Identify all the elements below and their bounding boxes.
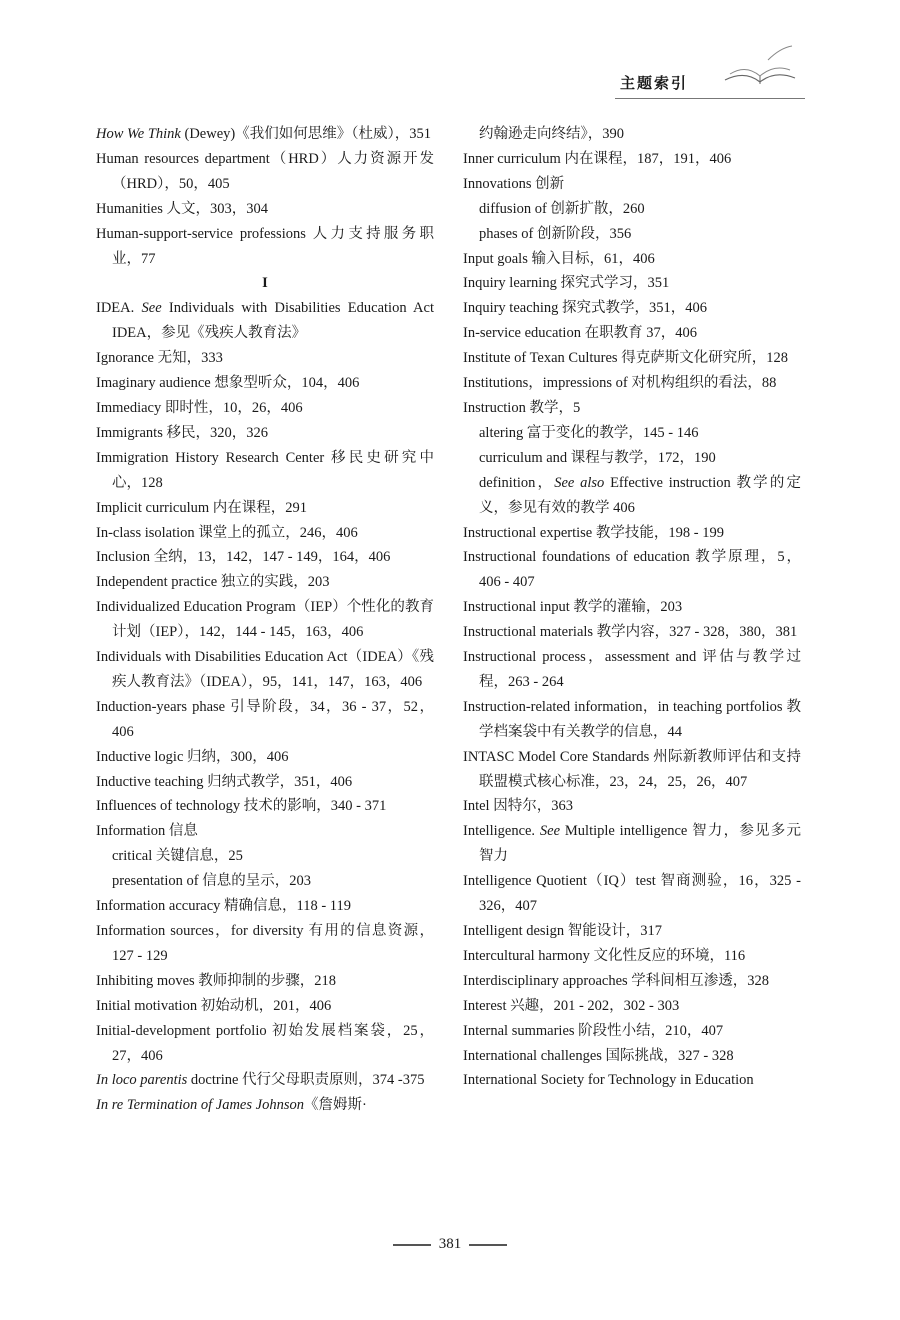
entry-text: (Dewey)《我们如何思维》（杜威），351 bbox=[180, 126, 431, 142]
entry-text: Institutions，impressions of 对机构组织的看法，88 bbox=[463, 375, 777, 392]
entry-text: Inquiry teaching 探究式教学，351，406 bbox=[463, 300, 708, 317]
entry-text: International Society for Technology in Education bbox=[463, 1072, 754, 1089]
entry-text: Human-support-service professions 人力支持服务职业，77 bbox=[96, 225, 434, 267]
entry-text: Immigrants 移民，320，326 bbox=[96, 424, 268, 441]
entry-text: Information sources，for diversity 有用的信息资源，127 - 129 bbox=[96, 923, 434, 964]
entry-text: Interest 兴趣，201 - 202，302 - 303 bbox=[463, 997, 680, 1014]
entry-text: Instructional process，assessment and 评估与教学过程，263 - 264 bbox=[463, 649, 801, 690]
entry-text: Information 信息 bbox=[96, 823, 198, 840]
entry-text: Instructional foundations of education 教学原理，5，406 - 407 bbox=[463, 549, 801, 591]
entry-text: Inductive logic 归纳，300，406 bbox=[96, 748, 289, 765]
section-letter: I bbox=[262, 275, 268, 292]
entry-text: Induction-years phase 引导阶段，34，36 - 37，52，406 bbox=[96, 698, 434, 740]
footer-dash-left bbox=[393, 1244, 431, 1246]
index-entry bbox=[96, 695, 434, 745]
index-subentry bbox=[463, 421, 801, 446]
index-entry bbox=[463, 396, 801, 421]
index-entry bbox=[96, 645, 434, 695]
index-entry bbox=[463, 794, 801, 819]
index-entry bbox=[96, 545, 434, 570]
index-entry bbox=[96, 147, 434, 197]
entry-text: Individuals with Disabilities Education Act IDEA，参见《残疾人教育法》 bbox=[112, 300, 434, 342]
entry-text: See bbox=[539, 823, 561, 840]
entry-text: Instructional expertise 教学技能，198 - 199 bbox=[463, 524, 724, 541]
entry-text: Innovations 创新 bbox=[463, 175, 565, 192]
entry-text: Imaginary audience 想象型听众，104，406 bbox=[96, 375, 360, 392]
entry-text: Intelligent design 智能设计，317 bbox=[463, 923, 662, 939]
entry-text: In-service education 在职教育 37，406 bbox=[463, 325, 697, 342]
entry-text: See bbox=[141, 300, 162, 317]
index-entry bbox=[463, 745, 801, 795]
entry-text: critical 关键信息，25 bbox=[112, 848, 243, 865]
index-subentry bbox=[463, 446, 801, 471]
entry-text: Multiple intelligence 智力，参见多元智力 bbox=[479, 823, 801, 865]
entry-text: Inner curriculum 内在课程，187，191，406 bbox=[463, 150, 732, 167]
index-entry bbox=[463, 521, 801, 546]
entry-text: Inclusion 全纳，13，142，147 - 149，164，406 bbox=[96, 549, 391, 566]
index-entry bbox=[463, 1019, 801, 1044]
index-entry bbox=[96, 745, 434, 770]
index-entry bbox=[96, 919, 434, 969]
entry-text: 《詹姆斯· bbox=[303, 1097, 367, 1114]
entry-text: Intel 因特尔，363 bbox=[463, 798, 573, 815]
entry-text: Intelligence Quotient（IQ）test 智商测验，16，325 - 326，407 bbox=[463, 873, 801, 915]
entry-text: Instructional materials 教学内容，327 - 328，380，381 bbox=[463, 624, 798, 641]
entry-text: altering 富于变化的教学，145 - 146 bbox=[479, 424, 699, 441]
index-entry bbox=[96, 371, 434, 396]
index-entry bbox=[463, 321, 801, 346]
entry-text: Input goals 输入目标，61，406 bbox=[463, 250, 655, 267]
entry-text: Intercultural harmony 文化性反应的环境，116 bbox=[463, 947, 746, 964]
index-entry bbox=[96, 197, 434, 222]
entry-text: Human resources department（HRD）人力资源开发（HRD），50，405 bbox=[96, 150, 434, 192]
index-column-left bbox=[96, 122, 434, 1118]
index-entry bbox=[96, 1093, 434, 1118]
index-entry bbox=[96, 122, 434, 147]
entry-text: Implicit curriculum 内在课程，291 bbox=[96, 499, 308, 516]
page-footer bbox=[0, 1236, 900, 1253]
entry-text: Immigration History Research Center 移民史研究中心，128 bbox=[96, 449, 434, 491]
entry-text: INTASC Model Core Standards 州际新教师评估和支持联盟模式核心标准，23，24，25，26，407 bbox=[463, 748, 801, 790]
entry-text: definition， bbox=[479, 474, 555, 491]
entry-text: Initial motivation 初始动机，201，406 bbox=[96, 997, 332, 1014]
index-entry bbox=[96, 346, 434, 371]
entry-text: Initial-development portfolio 初始发展档案袋，25，27，406 bbox=[96, 1022, 434, 1064]
index-entry bbox=[96, 770, 434, 795]
entry-text: Inquiry learning 探究式学习，351 bbox=[463, 275, 670, 292]
entry-text: presentation of 信息的呈示，203 bbox=[112, 873, 311, 890]
entry-text: Inductive teaching 归纳式教学，351，406 bbox=[96, 773, 353, 790]
entry-text: In re Termination of James Johnson bbox=[96, 1097, 304, 1114]
entry-text: Intelligence. bbox=[463, 823, 540, 840]
index-subentry bbox=[463, 222, 801, 247]
index-entry bbox=[463, 1068, 801, 1093]
index-entry bbox=[96, 595, 434, 645]
index-entry bbox=[463, 819, 801, 869]
index-entry bbox=[96, 421, 434, 446]
index-column-right bbox=[463, 122, 801, 1093]
header-rule bbox=[615, 98, 805, 99]
index-subentry bbox=[463, 471, 801, 521]
index-entry bbox=[96, 446, 434, 496]
entry-text: phases of 创新阶段，356 bbox=[479, 225, 632, 242]
entry-text: diffusion of 创新扩散，260 bbox=[479, 200, 645, 217]
index-entry bbox=[96, 969, 434, 994]
entry-text: 约翰逊走向终结》，390 bbox=[479, 126, 624, 142]
index-entry bbox=[463, 122, 801, 147]
index-entry bbox=[463, 371, 801, 396]
index-entry bbox=[463, 620, 801, 645]
entry-text: How We Think bbox=[96, 126, 181, 142]
index-entry bbox=[96, 570, 434, 595]
index-entry bbox=[463, 695, 801, 745]
index-entry bbox=[96, 496, 434, 521]
entry-text: Information accuracy 精确信息，118 - 119 bbox=[96, 898, 352, 915]
entry-text: IDEA. bbox=[96, 300, 142, 317]
entry-text: Immediacy 即时性，10，26，406 bbox=[96, 399, 303, 416]
index-entry bbox=[96, 794, 434, 819]
index-entry bbox=[463, 869, 801, 919]
index-entry bbox=[463, 545, 801, 595]
entry-text: doctrine 代行父母职责原则，374 -375 bbox=[187, 1072, 425, 1089]
entry-text: Humanities 人文，303，304 bbox=[96, 200, 268, 217]
index-entry bbox=[463, 595, 801, 620]
index-entry bbox=[463, 994, 801, 1019]
index-entry bbox=[463, 1044, 801, 1069]
index-entry bbox=[463, 271, 801, 296]
index-entry bbox=[96, 396, 434, 421]
index-entry bbox=[96, 222, 434, 272]
entry-text: Individuals with Disabilities Education Act（IDEA）《残疾人教育法》（IDEA），95，141，147，163，406 bbox=[96, 649, 434, 690]
index-subentry bbox=[96, 869, 434, 894]
index-entry bbox=[463, 919, 801, 944]
index-entry bbox=[96, 894, 434, 919]
entry-text: Effective instruction 教学的定义，参见有效的教学 406 bbox=[479, 474, 801, 516]
index-entry bbox=[463, 296, 801, 321]
entry-text: See also bbox=[554, 474, 605, 491]
index-entry bbox=[96, 994, 434, 1019]
index-entry bbox=[96, 1019, 434, 1069]
entry-text: In loco parentis bbox=[96, 1072, 188, 1089]
page-number: 381 bbox=[438, 1236, 462, 1252]
open-book-icon bbox=[720, 40, 800, 95]
index-entry bbox=[463, 969, 801, 994]
index-entry bbox=[96, 1068, 434, 1093]
entry-text: Instruction 教学，5 bbox=[463, 399, 581, 416]
footer-dash-right bbox=[469, 1244, 507, 1246]
entry-text: Internal summaries 阶段性小结，210，407 bbox=[463, 1022, 724, 1039]
entry-text: Interdisciplinary approaches 学科间相互渗透，328 bbox=[463, 972, 770, 989]
index-entry bbox=[463, 247, 801, 272]
index-subentry bbox=[96, 844, 434, 869]
entry-text: Instruction-related information，in teaching portfolios 教学档案袋中有关教学的信息，44 bbox=[463, 698, 801, 740]
entry-text: Inhibiting moves 教师抑制的步骤，218 bbox=[96, 972, 337, 989]
entry-text: curriculum and 课程与教学，172，190 bbox=[479, 449, 716, 466]
entry-text: Influences of technology 技术的影响，340 - 371 bbox=[96, 798, 387, 815]
index-entry bbox=[96, 819, 434, 844]
index-entry bbox=[463, 172, 801, 197]
index-entry bbox=[463, 346, 801, 371]
index-subentry bbox=[463, 197, 801, 222]
index-entry bbox=[463, 944, 801, 969]
index-entry bbox=[96, 521, 434, 546]
entry-text: Institute of Texan Cultures 得克萨斯文化研究所，128 bbox=[463, 350, 788, 367]
index-entry bbox=[463, 147, 801, 172]
entry-text: International challenges 国际挑战，327 - 328 bbox=[463, 1047, 734, 1064]
entry-text: Instructional input 教学的灌输，203 bbox=[463, 599, 683, 616]
entry-text: Ignorance 无知，333 bbox=[96, 350, 223, 367]
index-entry bbox=[96, 296, 434, 346]
running-header: 主题索引 bbox=[620, 74, 689, 92]
index-entry bbox=[463, 645, 801, 695]
entry-text: Individualized Education Program（IEP）个性化的教育计划（IEP），142，144 - 145，163，406 bbox=[96, 599, 434, 641]
entry-text: In-class isolation 课堂上的孤立，246，406 bbox=[96, 524, 358, 541]
entry-text: Independent practice 独立的实践，203 bbox=[96, 574, 330, 591]
